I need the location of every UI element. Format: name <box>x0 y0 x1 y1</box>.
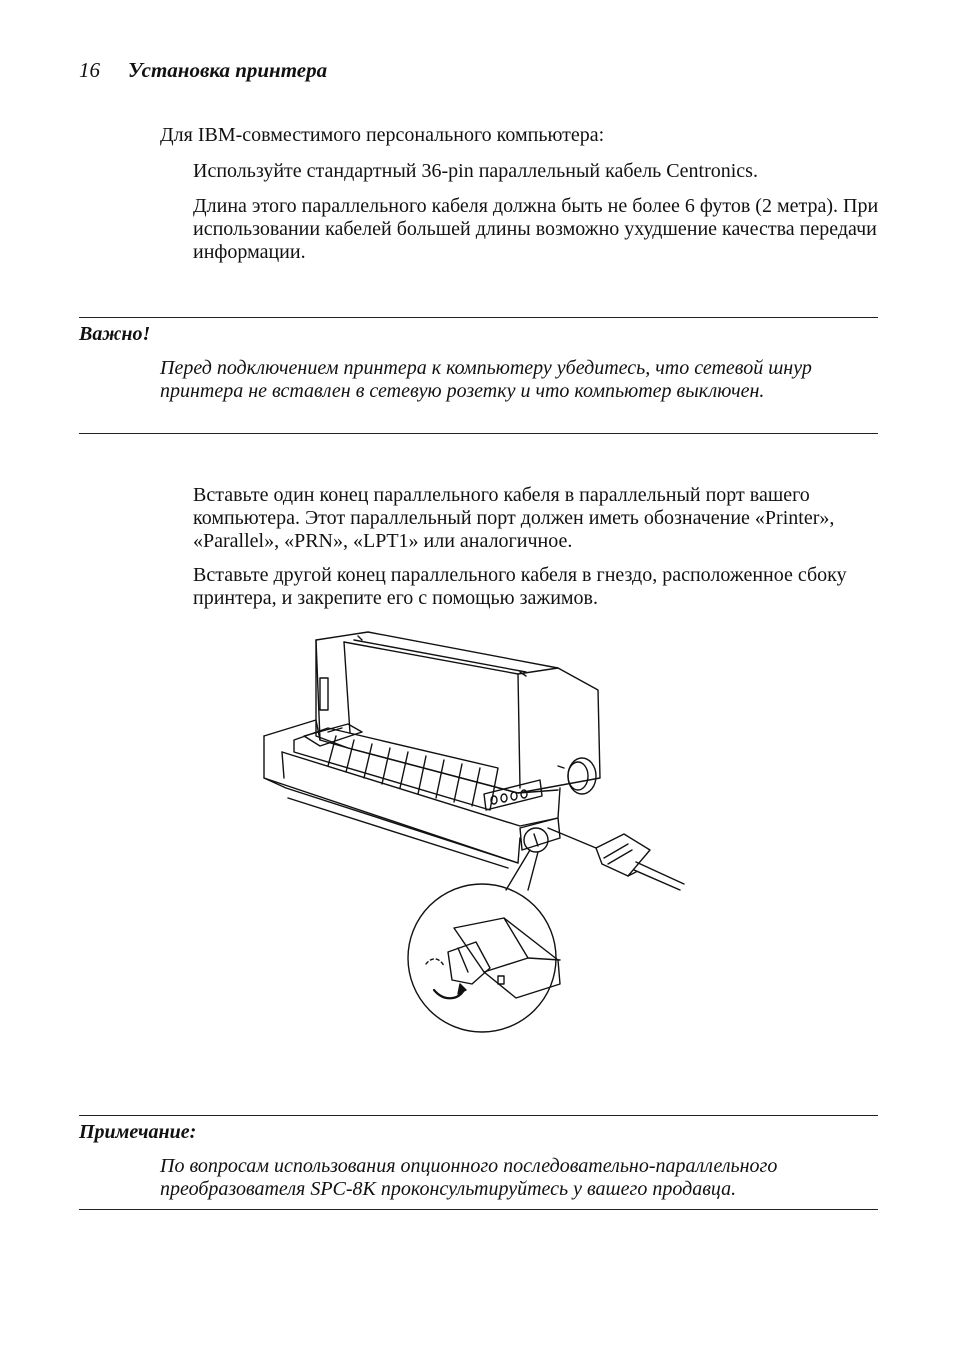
printer-cable-illustration <box>258 628 698 1078</box>
note-bottom-rule <box>79 1209 878 1210</box>
intro-paragraph: Для IBM-совместимого персонального компьютера: <box>160 124 605 146</box>
page-number: 16 <box>79 58 100 82</box>
step-connect-computer: Вставьте один конец параллельного кабеля в параллельный порт вашего компьютера. Этот параллельный порт должен иметь обозначение «Printer», «Parallel», «PRN», «LPT1» или аналогичное. <box>193 484 835 552</box>
note-top-rule <box>79 1115 878 1116</box>
cable-length-paragraph: Длина этого параллельного кабеля должна быть не более 6 футов (2 метра). При использовании кабелей большей длины возможно ухудшение качества передачи информации. <box>193 195 879 263</box>
section-title: Установка принтера <box>128 58 328 82</box>
note-heading: Примечание: <box>79 1121 197 1143</box>
important-text: Перед подключением принтера к компьютеру убедитесь, что сетевой шнур принтера не вставлен в сетевую розетку и что компьютер выключен. <box>160 357 812 402</box>
important-heading: Важно! <box>79 323 151 345</box>
printer-drawing <box>264 632 600 868</box>
cable-type-paragraph: Используйте стандартный 36-pin параллельный кабель Centronics. <box>193 160 758 182</box>
step-connect-printer: Вставьте другой конец параллельного кабеля в гнездо, расположенное сбоку принтера, и закрепите его с помощью зажимов. <box>193 564 847 609</box>
parallel-cable-connector <box>548 828 684 890</box>
note-text: По вопросам использования опционного последовательно-параллельного преобразователя SPC-8K проконсультируйтесь у вашего продавца. <box>160 1155 778 1200</box>
magnified-clip-detail <box>408 850 560 1032</box>
important-bottom-rule <box>79 433 878 434</box>
important-top-rule <box>79 317 878 318</box>
